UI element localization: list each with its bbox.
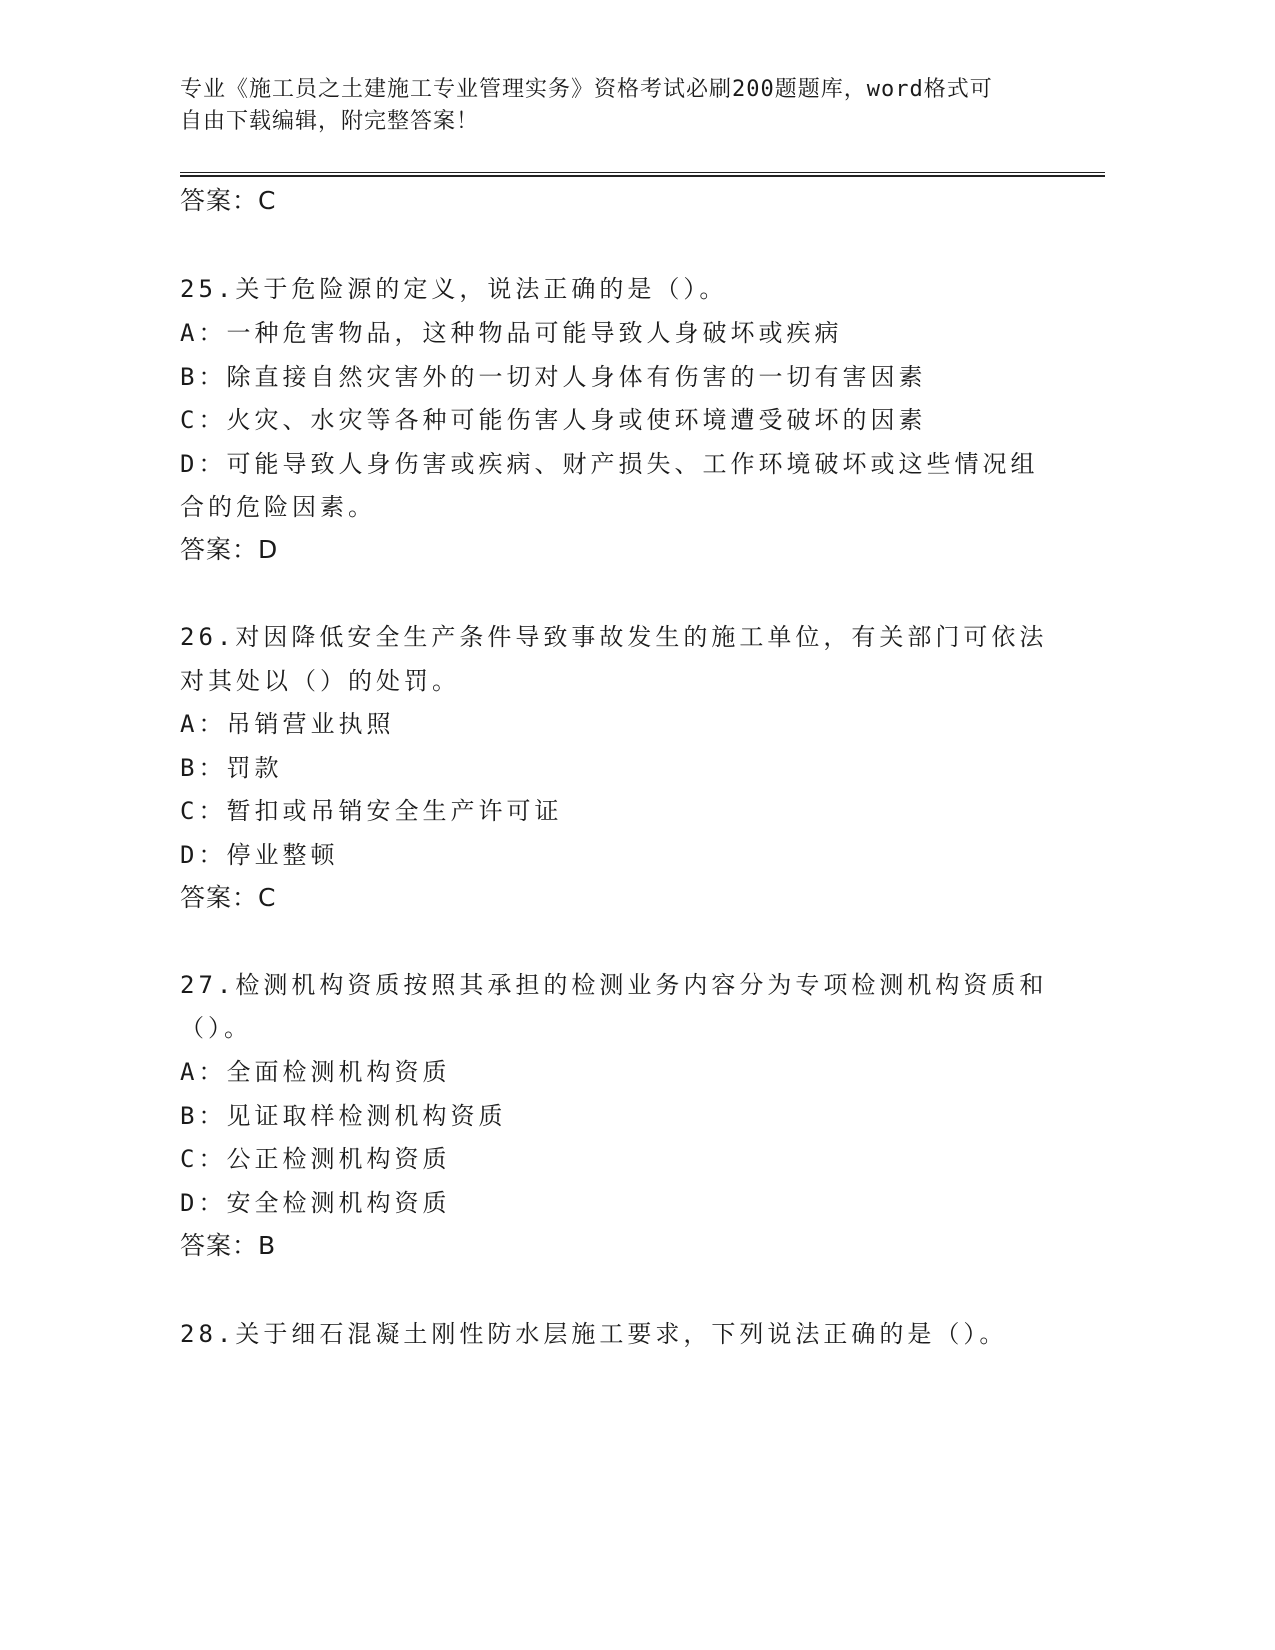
answer-line: 答案：C xyxy=(180,186,277,215)
document-title-line: 自由下载编辑，附完整答案！ xyxy=(180,109,480,134)
document-title xyxy=(180,74,1040,138)
question-stem: 26.对因降低安全生产条件导致事故发生的施工单位，有关部门可依法 xyxy=(180,623,1048,651)
option-a: A：全面检测机构资质 xyxy=(180,1058,451,1086)
answer-line: 答案：C xyxy=(180,883,277,912)
document-title-line: 专业《施工员之土建施工专业管理实务》资格考试必刷200题题库，word格式可 xyxy=(180,77,993,102)
option-d: D：安全检测机构资质 xyxy=(180,1189,451,1217)
option-a: A：吊销营业执照 xyxy=(180,710,395,738)
question-stem: 27.检测机构资质按照其承担的检测业务内容分为专项检测机构资质和 xyxy=(180,971,1048,999)
answer-line: 答案：B xyxy=(180,1231,277,1260)
option-d: D：可能导致人身伤害或疾病、财产损失、工作环境破坏或这些情况组 xyxy=(180,450,1039,478)
question-stem-continuation: 对其处以（）的处罚。 xyxy=(180,667,460,695)
option-d-continuation: 合的危险因素。 xyxy=(180,493,376,521)
question-stem: 25.关于危险源的定义，说法正确的是（）。 xyxy=(180,275,728,303)
option-d: D：停业整顿 xyxy=(180,841,339,869)
option-c: C：火灾、水灾等各种可能伤害人身或使环境遭受破坏的因素 xyxy=(180,406,927,434)
question-stem-continuation: （）。 xyxy=(180,1014,252,1042)
option-a: A：一种危害物品，这种物品可能导致人身破坏或疾病 xyxy=(180,319,843,347)
option-b: B：见证取样检测机构资质 xyxy=(180,1102,507,1130)
answer-line: 答案：D xyxy=(180,535,279,564)
option-c: C：公正检测机构资质 xyxy=(180,1145,451,1173)
option-b: B：罚款 xyxy=(180,754,283,782)
question-stem: 28.关于细石混凝土刚性防水层施工要求，下列说法正确的是（）。 xyxy=(180,1320,1008,1348)
option-b: B：除直接自然灾害外的一切对人身体有伤害的一切有害因素 xyxy=(180,363,927,391)
header-divider xyxy=(180,172,1105,177)
option-c: C：暂扣或吊销安全生产许可证 xyxy=(180,797,563,825)
